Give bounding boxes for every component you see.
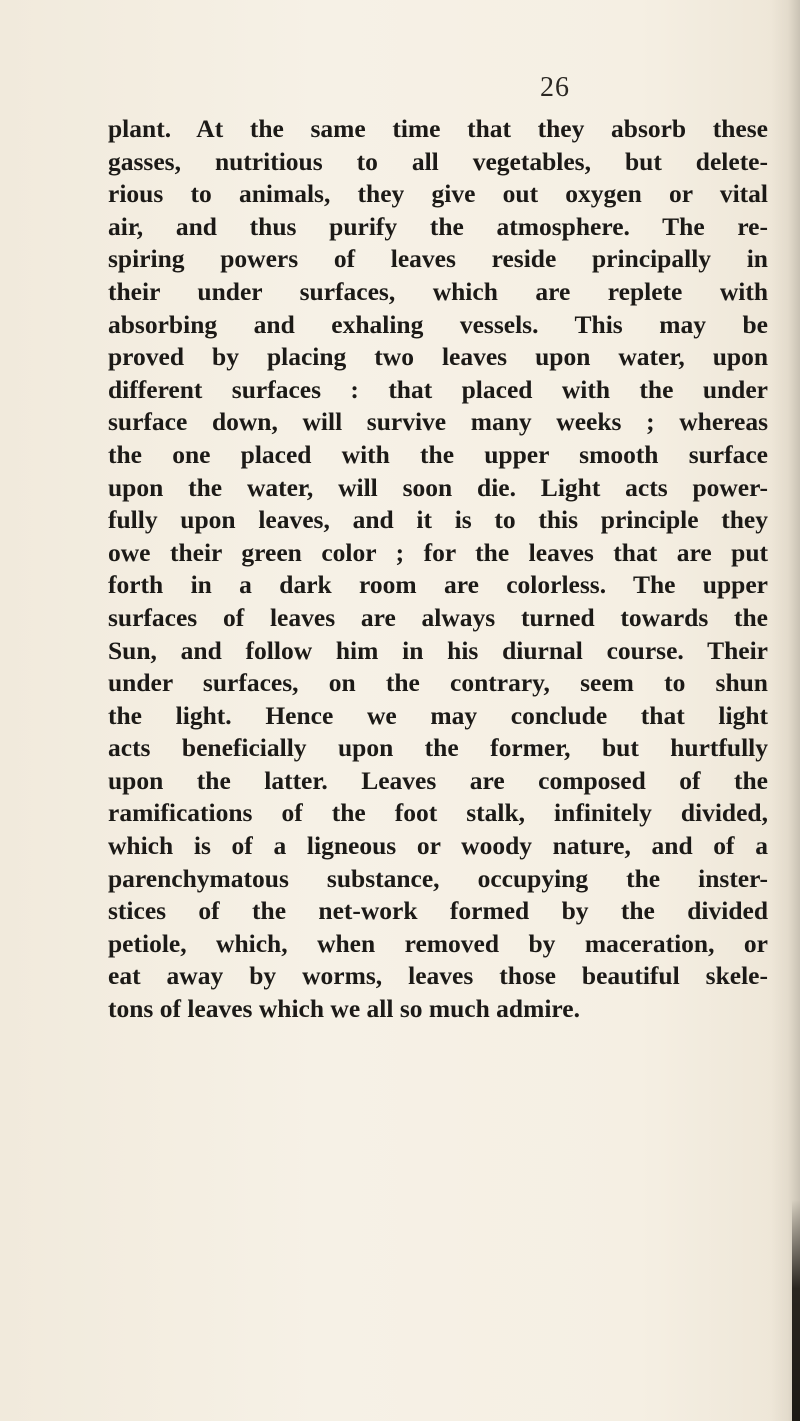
text-line-16: surfaces of leaves are always turned towards the (108, 602, 768, 632)
text-line-22: ramifications of the foot stalk, infinitely divided, (108, 798, 768, 828)
text-line-18: under surfaces, on the contrary, seem to shun (108, 668, 768, 698)
text-line-20: acts beneficially upon the former, but hurtfully (108, 733, 768, 763)
text-line-4: air, and thus purify the atmosphere. The re- (108, 211, 768, 241)
text-line-10: surface down, will survive many weeks ; whereas (108, 407, 768, 437)
text-line-25: stices of the net-work formed by the divided (108, 896, 768, 926)
body-text (108, 113, 768, 1026)
text-line-14: owe their green color ; for the leaves that are put (108, 537, 768, 567)
text-line-6: their under surfaces, which are replete with (108, 276, 768, 306)
text-line-7: absorbing and exhaling vessels. This may be (108, 309, 768, 339)
text-line-9: different surfaces : that placed with the under (108, 374, 768, 404)
binding-edge (792, 1200, 800, 1421)
text-line-19: the light. Hence we may conclude that light (108, 700, 768, 730)
text-line-15: forth in a dark room are colorless. The upper (108, 570, 768, 600)
text-line-28: tons of leaves which we all so much admire. (108, 994, 580, 1024)
text-line-27: eat away by worms, leaves those beautiful skele- (108, 961, 768, 991)
text-line-12: upon the water, will soon die. Light acts power- (108, 472, 768, 502)
text-line-3: rious to animals, they give out oxygen or vital (108, 179, 768, 209)
text-line-17: Sun, and follow him in his diurnal course. Their (108, 635, 768, 665)
page-number: 26 (540, 72, 570, 103)
text-line-2: gasses, nutritious to all vegetables, but delete- (108, 146, 768, 176)
text-line-8: proved by placing two leaves upon water, upon (108, 342, 768, 372)
text-line-11: the one placed with the upper smooth surface (108, 439, 768, 469)
text-line-5: spiring powers of leaves reside principally in (108, 244, 768, 274)
text-line-24: parenchymatous substance, occupying the inster- (108, 863, 768, 893)
text-line-13: fully upon leaves, and it is to this principle they (108, 505, 768, 535)
text-line-1: plant. At the same time that they absorb these (108, 114, 768, 143)
text-line-23: which is of a ligneous or woody nature, and of a (108, 831, 768, 861)
text-line-26: petiole, which, when removed by maceration, or (108, 928, 768, 958)
text-line-21: upon the latter. Leaves are composed of the (108, 765, 768, 795)
